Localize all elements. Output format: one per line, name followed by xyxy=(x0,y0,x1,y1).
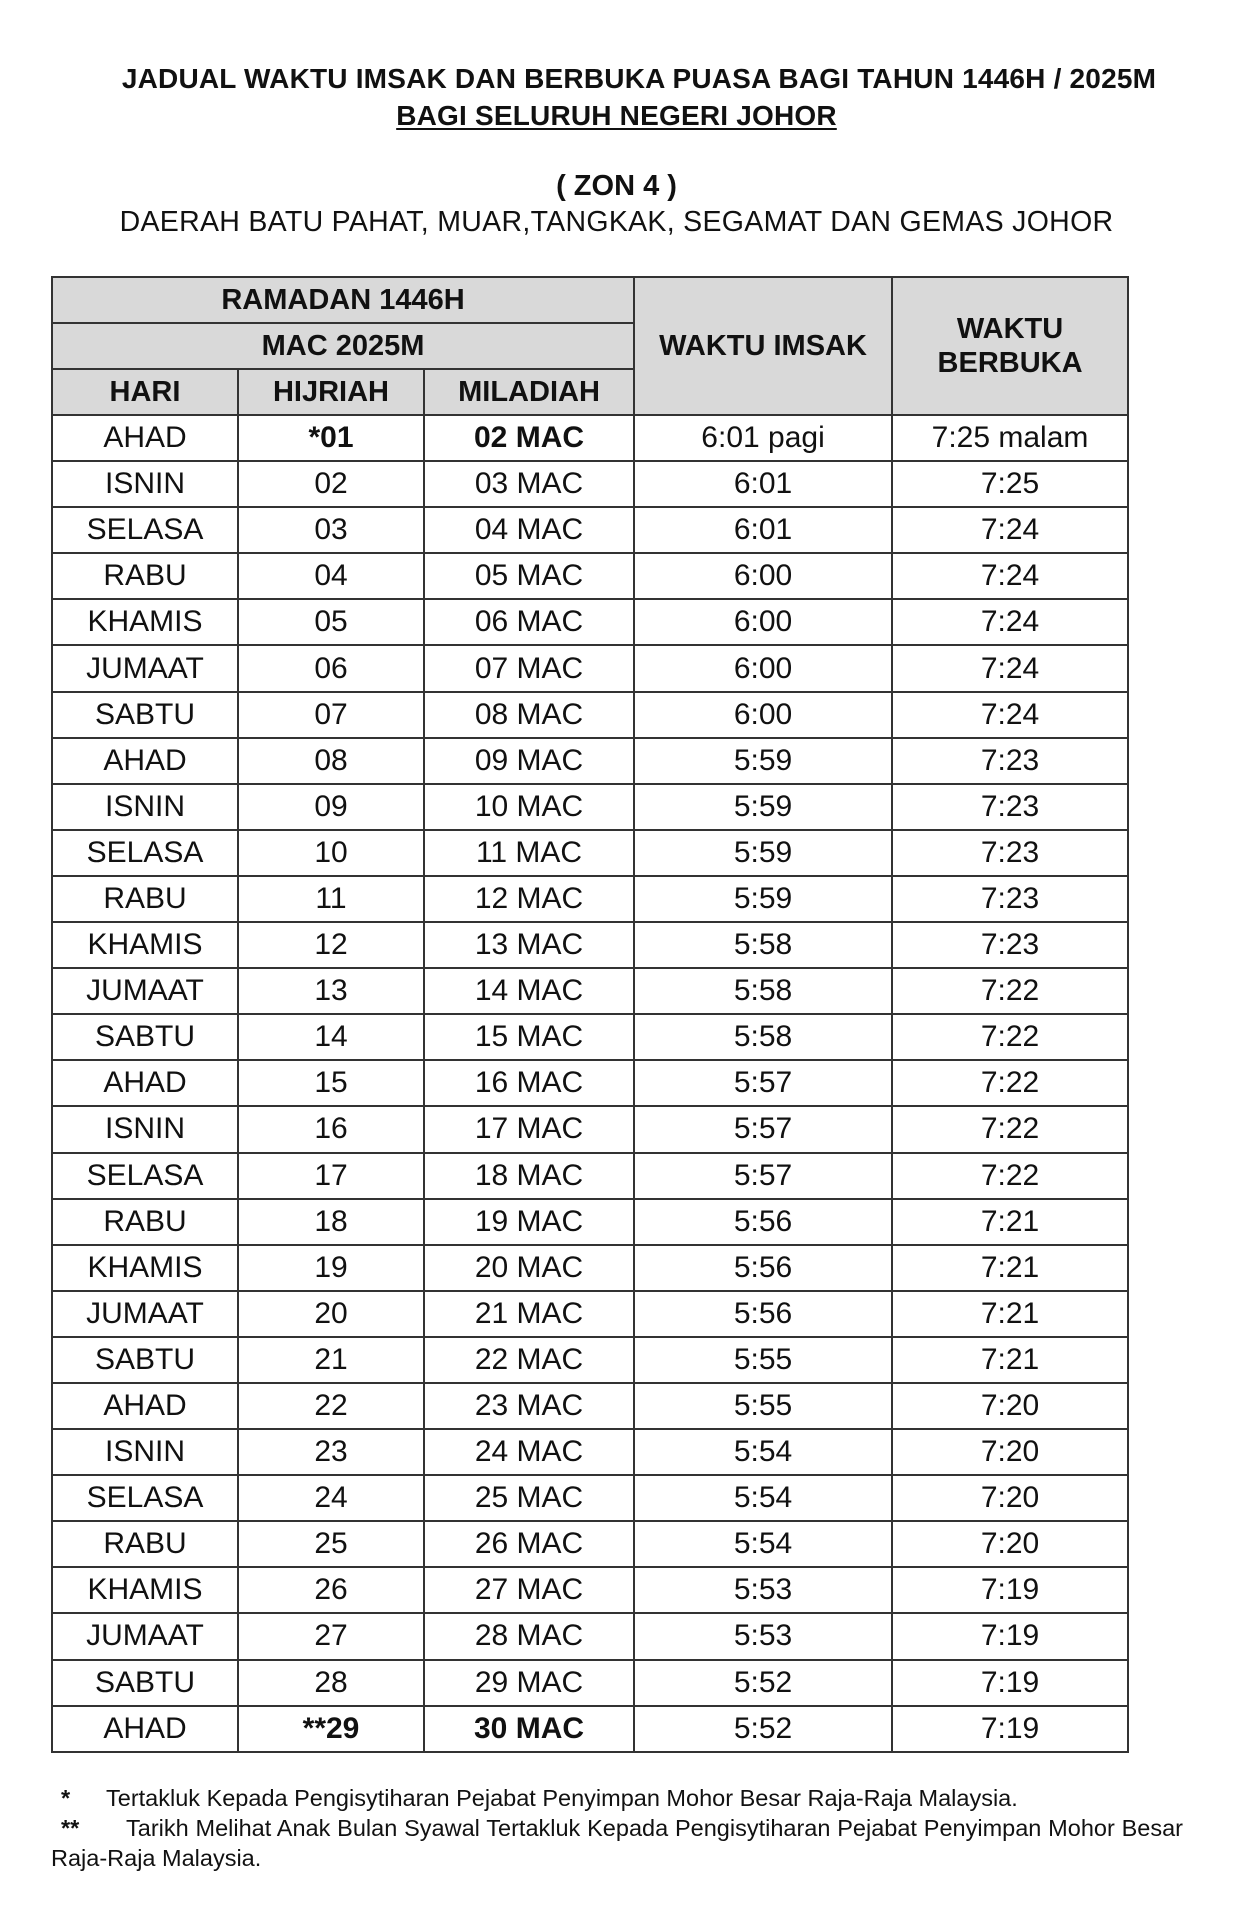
cell-waktu-imsak: 5:58 xyxy=(634,1014,892,1060)
cell-miladiah: 28 MAC xyxy=(424,1613,634,1659)
cell-waktu-imsak: 5:53 xyxy=(634,1567,892,1613)
cell-miladiah: 27 MAC xyxy=(424,1567,634,1613)
table-row xyxy=(52,1291,1128,1337)
cell-waktu-imsak: 5:58 xyxy=(634,922,892,968)
cell-waktu-imsak: 5:57 xyxy=(634,1106,892,1152)
cell-miladiah: 02 MAC xyxy=(424,415,634,461)
cell-miladiah: 30 MAC xyxy=(424,1706,634,1752)
cell-hari: KHAMIS xyxy=(52,599,238,645)
cell-waktu-imsak: 5:53 xyxy=(634,1613,892,1659)
cell-waktu-berbuka: 7:24 xyxy=(892,692,1128,738)
cell-waktu-imsak: 6:01 xyxy=(634,507,892,553)
cell-hijriah: 20 xyxy=(238,1291,424,1337)
cell-waktu-berbuka: 7:20 xyxy=(892,1521,1128,1567)
cell-waktu-berbuka: 7:22 xyxy=(892,1014,1128,1060)
cell-hijriah: 10 xyxy=(238,830,424,876)
cell-hari: ISNIN xyxy=(52,1429,238,1475)
cell-waktu-imsak: 5:57 xyxy=(634,1060,892,1106)
districts-label: DAERAH BATU PAHAT, MUAR,TANGKAK, SEGAMAT DAN GEMAS JOHOR xyxy=(119,206,1114,238)
cell-miladiah: 22 MAC xyxy=(424,1337,634,1383)
cell-miladiah: 17 MAC xyxy=(424,1106,634,1152)
cell-waktu-berbuka: 7:21 xyxy=(892,1199,1128,1245)
cell-hijriah: 13 xyxy=(238,968,424,1014)
cell-waktu-berbuka: 7:23 xyxy=(892,876,1128,922)
cell-miladiah: 24 MAC xyxy=(424,1429,634,1475)
cell-waktu-berbuka: 7:21 xyxy=(892,1245,1128,1291)
cell-waktu-berbuka: 7:19 xyxy=(892,1613,1128,1659)
cell-waktu-imsak: 6:01 xyxy=(634,461,892,507)
cell-miladiah: 20 MAC xyxy=(424,1245,634,1291)
cell-hijriah: 16 xyxy=(238,1106,424,1152)
cell-hari: JUMAAT xyxy=(52,1613,238,1659)
header-waktu-imsak: WAKTU IMSAK xyxy=(634,277,892,415)
cell-waktu-berbuka: 7:23 xyxy=(892,784,1128,830)
cell-waktu-berbuka: 7:20 xyxy=(892,1383,1128,1429)
header-hari: HARI xyxy=(52,369,238,415)
cell-hari: SABTU xyxy=(52,1660,238,1706)
cell-hari: RABU xyxy=(52,876,238,922)
zone-label: ( ZON 4 ) xyxy=(556,170,677,202)
cell-hijriah: 22 xyxy=(238,1383,424,1429)
header-hijriah: HIJRIAH xyxy=(238,369,424,415)
cell-miladiah: 12 MAC xyxy=(424,876,634,922)
table-row xyxy=(52,553,1128,599)
cell-hijriah: 14 xyxy=(238,1014,424,1060)
table-row xyxy=(52,1613,1128,1659)
cell-hari: SABTU xyxy=(52,1014,238,1060)
table-row xyxy=(52,1153,1128,1199)
cell-hari: AHAD xyxy=(52,1060,238,1106)
cell-waktu-berbuka: 7:19 xyxy=(892,1660,1128,1706)
header-miladiah: MILADIAH xyxy=(424,369,634,415)
cell-hijriah: 11 xyxy=(238,876,424,922)
cell-hari: JUMAAT xyxy=(52,968,238,1014)
cell-hijriah: 19 xyxy=(238,1245,424,1291)
cell-waktu-imsak: 5:56 xyxy=(634,1199,892,1245)
cell-hijriah: 17 xyxy=(238,1153,424,1199)
document-title: JADUAL WAKTU IMSAK DAN BERBUKA PUASA BAGI TAHUN 1446H / 2025M xyxy=(121,63,1157,94)
cell-waktu-berbuka: 7:25 malam xyxy=(892,415,1128,461)
cell-hijriah: 06 xyxy=(238,645,424,691)
cell-hari: SABTU xyxy=(52,692,238,738)
cell-miladiah: 06 MAC xyxy=(424,599,634,645)
cell-waktu-imsak: 5:55 xyxy=(634,1337,892,1383)
table-row xyxy=(52,1521,1128,1567)
cell-hijriah: 18 xyxy=(238,1199,424,1245)
cell-waktu-berbuka: 7:24 xyxy=(892,507,1128,553)
cell-hijriah: 23 xyxy=(238,1429,424,1475)
table-row xyxy=(52,1383,1128,1429)
cell-hijriah: 04 xyxy=(238,553,424,599)
cell-waktu-berbuka: 7:24 xyxy=(892,645,1128,691)
table-row xyxy=(52,1475,1128,1521)
table-row xyxy=(52,738,1128,784)
footnote-1-text: Tertakluk Kepada Pengisytiharan Pejabat Penyimpan Mohor Besar Raja-Raja Malaysia. xyxy=(106,1785,1018,1811)
table-row xyxy=(52,599,1128,645)
cell-waktu-berbuka: 7:23 xyxy=(892,738,1128,784)
cell-miladiah: 15 MAC xyxy=(424,1014,634,1060)
cell-waktu-berbuka: 7:20 xyxy=(892,1429,1128,1475)
header-ramadan: RAMADAN 1446H xyxy=(52,277,634,323)
cell-miladiah: 05 MAC xyxy=(424,553,634,599)
cell-waktu-imsak: 5:59 xyxy=(634,738,892,784)
table-row xyxy=(52,922,1128,968)
cell-hari: SELASA xyxy=(52,507,238,553)
table-row xyxy=(52,830,1128,876)
table-row xyxy=(52,1245,1128,1291)
cell-hari: SELASA xyxy=(52,830,238,876)
cell-miladiah: 03 MAC xyxy=(424,461,634,507)
cell-hijriah: **29 xyxy=(238,1706,424,1752)
table-row xyxy=(52,1014,1128,1060)
cell-hari: KHAMIS xyxy=(52,1245,238,1291)
footnote-1-mark: * xyxy=(61,1785,71,1811)
cell-hari: ISNIN xyxy=(52,784,238,830)
cell-hari: KHAMIS xyxy=(52,1567,238,1613)
cell-hijriah: 24 xyxy=(238,1475,424,1521)
cell-hari: SELASA xyxy=(52,1475,238,1521)
cell-miladiah: 29 MAC xyxy=(424,1660,634,1706)
cell-hari: SABTU xyxy=(52,1337,238,1383)
cell-hijriah: 05 xyxy=(238,599,424,645)
cell-waktu-berbuka: 7:22 xyxy=(892,1106,1128,1152)
cell-waktu-imsak: 6:00 xyxy=(634,692,892,738)
cell-miladiah: 14 MAC xyxy=(424,968,634,1014)
header-waktu-berbuka: WAKTU BERBUKA xyxy=(892,277,1128,415)
cell-waktu-berbuka: 7:21 xyxy=(892,1291,1128,1337)
table-row xyxy=(52,1567,1128,1613)
cell-waktu-imsak: 5:55 xyxy=(634,1383,892,1429)
cell-hari: JUMAAT xyxy=(52,1291,238,1337)
cell-waktu-imsak: 5:52 xyxy=(634,1706,892,1752)
cell-waktu-imsak: 5:59 xyxy=(634,876,892,922)
table-row xyxy=(52,461,1128,507)
table-row xyxy=(52,784,1128,830)
cell-hari: SELASA xyxy=(52,1153,238,1199)
cell-waktu-imsak: 6:00 xyxy=(634,553,892,599)
cell-hijriah: 28 xyxy=(238,1660,424,1706)
cell-waktu-berbuka: 7:24 xyxy=(892,553,1128,599)
cell-waktu-imsak: 5:59 xyxy=(634,784,892,830)
header-month: MAC 2025M xyxy=(52,323,634,369)
cell-waktu-berbuka: 7:23 xyxy=(892,922,1128,968)
cell-miladiah: 10 MAC xyxy=(424,784,634,830)
cell-waktu-imsak: 6:01 pagi xyxy=(634,415,892,461)
cell-hari: AHAD xyxy=(52,1706,238,1752)
cell-waktu-imsak: 5:54 xyxy=(634,1475,892,1521)
cell-miladiah: 11 MAC xyxy=(424,830,634,876)
cell-hari: JUMAAT xyxy=(52,645,238,691)
cell-waktu-berbuka: 7:22 xyxy=(892,968,1128,1014)
cell-waktu-berbuka: 7:19 xyxy=(892,1567,1128,1613)
table-row xyxy=(52,876,1128,922)
cell-waktu-berbuka: 7:21 xyxy=(892,1337,1128,1383)
document-subtitle: BAGI SELURUH NEGERI JOHOR xyxy=(396,100,837,131)
cell-hari: AHAD xyxy=(52,415,238,461)
cell-miladiah: 16 MAC xyxy=(424,1060,634,1106)
cell-waktu-imsak: 6:00 xyxy=(634,645,892,691)
table-row xyxy=(52,1660,1128,1706)
table-row xyxy=(52,1106,1128,1152)
cell-miladiah: 04 MAC xyxy=(424,507,634,553)
cell-waktu-berbuka: 7:19 xyxy=(892,1706,1128,1752)
cell-hijriah: 21 xyxy=(238,1337,424,1383)
cell-waktu-berbuka: 7:23 xyxy=(892,830,1128,876)
cell-waktu-berbuka: 7:24 xyxy=(892,599,1128,645)
cell-hari: RABU xyxy=(52,553,238,599)
cell-hari: ISNIN xyxy=(52,1106,238,1152)
cell-waktu-imsak: 5:56 xyxy=(634,1245,892,1291)
cell-hijriah: 02 xyxy=(238,461,424,507)
footnotes xyxy=(51,1783,1183,1873)
cell-waktu-berbuka: 7:25 xyxy=(892,461,1128,507)
cell-hijriah: 12 xyxy=(238,922,424,968)
cell-waktu-imsak: 5:56 xyxy=(634,1291,892,1337)
cell-hijriah: *01 xyxy=(238,415,424,461)
cell-miladiah: 25 MAC xyxy=(424,1475,634,1521)
cell-hari: ISNIN xyxy=(52,461,238,507)
cell-miladiah: 08 MAC xyxy=(424,692,634,738)
cell-hijriah: 26 xyxy=(238,1567,424,1613)
cell-waktu-imsak: 5:58 xyxy=(634,968,892,1014)
table-row xyxy=(52,1060,1128,1106)
cell-hijriah: 07 xyxy=(238,692,424,738)
cell-hijriah: 27 xyxy=(238,1613,424,1659)
cell-hijriah: 15 xyxy=(238,1060,424,1106)
cell-waktu-berbuka: 7:22 xyxy=(892,1060,1128,1106)
table-row xyxy=(52,692,1128,738)
cell-hari: AHAD xyxy=(52,1383,238,1429)
schedule-table xyxy=(51,276,1129,1753)
table-row xyxy=(52,1429,1128,1475)
cell-miladiah: 23 MAC xyxy=(424,1383,634,1429)
cell-hijriah: 08 xyxy=(238,738,424,784)
cell-miladiah: 26 MAC xyxy=(424,1521,634,1567)
cell-waktu-berbuka: 7:22 xyxy=(892,1153,1128,1199)
cell-miladiah: 13 MAC xyxy=(424,922,634,968)
cell-hari: RABU xyxy=(52,1521,238,1567)
table-row xyxy=(52,1706,1128,1752)
cell-waktu-imsak: 5:54 xyxy=(634,1521,892,1567)
schedule-body xyxy=(52,415,1128,1752)
cell-hijriah: 09 xyxy=(238,784,424,830)
cell-miladiah: 18 MAC xyxy=(424,1153,634,1199)
footnote-2-mark: ** xyxy=(61,1815,80,1841)
cell-waktu-imsak: 5:52 xyxy=(634,1660,892,1706)
cell-hari: RABU xyxy=(52,1199,238,1245)
cell-waktu-berbuka: 7:20 xyxy=(892,1475,1128,1521)
cell-miladiah: 19 MAC xyxy=(424,1199,634,1245)
table-row xyxy=(52,968,1128,1014)
footnote-1 xyxy=(51,1783,1183,1813)
cell-miladiah: 07 MAC xyxy=(424,645,634,691)
cell-waktu-imsak: 6:00 xyxy=(634,599,892,645)
cell-miladiah: 21 MAC xyxy=(424,1291,634,1337)
table-row xyxy=(52,645,1128,691)
cell-hijriah: 25 xyxy=(238,1521,424,1567)
cell-miladiah: 09 MAC xyxy=(424,738,634,784)
cell-hari: KHAMIS xyxy=(52,922,238,968)
cell-waktu-imsak: 5:57 xyxy=(634,1153,892,1199)
footnote-2 xyxy=(51,1813,1183,1873)
table-row xyxy=(52,507,1128,553)
cell-hijriah: 03 xyxy=(238,507,424,553)
cell-hari: AHAD xyxy=(52,738,238,784)
table-row xyxy=(52,1337,1128,1383)
table-row xyxy=(52,1199,1128,1245)
cell-waktu-imsak: 5:59 xyxy=(634,830,892,876)
footnote-2-text: Tarikh Melihat Anak Bulan Syawal Tertakluk Kepada Pengisytiharan Pejabat Penyimpan Mohor Besar Raja-Raja Malaysia. xyxy=(51,1815,1183,1871)
table-row xyxy=(52,415,1128,461)
cell-waktu-imsak: 5:54 xyxy=(634,1429,892,1475)
